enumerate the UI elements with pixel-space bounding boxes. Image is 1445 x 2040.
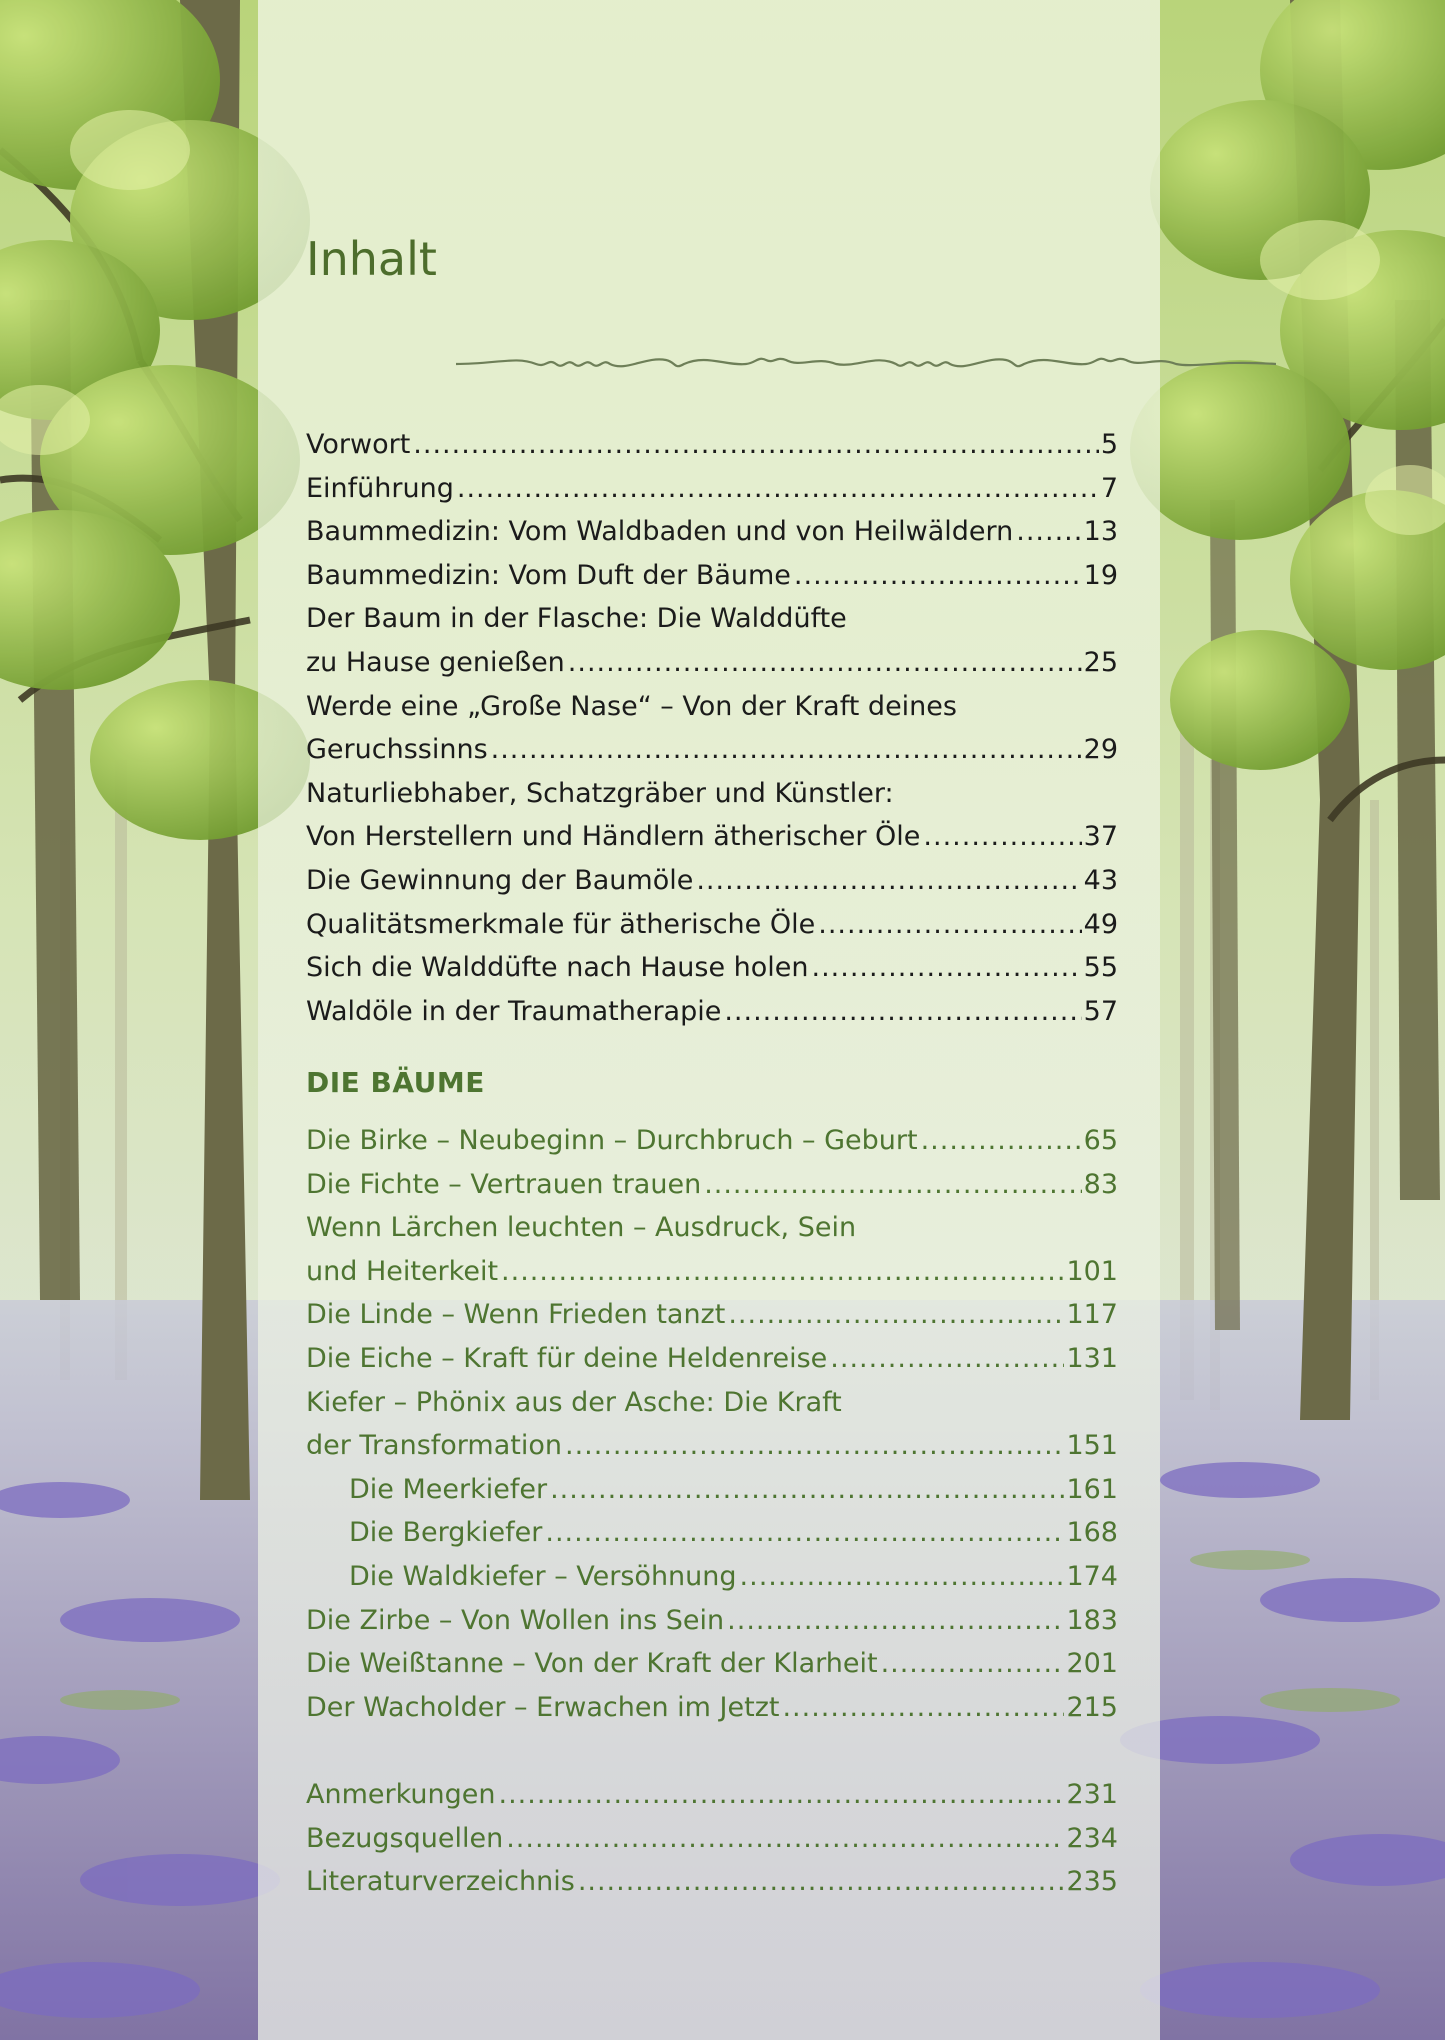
toc-entry-title: Einführung (306, 472, 454, 504)
ornament-divider-icon (456, 342, 1276, 382)
toc-entry-title: Die Zirbe – Von Wollen ins Sein (306, 1604, 725, 1636)
toc-entry[interactable] (306, 946, 1118, 990)
toc-entry-title: Die Fichte – Vertrauen trauen (306, 1168, 702, 1200)
toc-entry[interactable] (306, 1860, 1118, 1904)
toc-entry[interactable] (306, 641, 1118, 685)
dot-leader (578, 1860, 1065, 1904)
dot-leader (728, 1293, 1064, 1337)
toc-entry-title: Werde eine „Große Nase“ – Von der Kraft deines (306, 690, 957, 722)
dot-leader (740, 1555, 1065, 1599)
toc-entry[interactable] (306, 1206, 1118, 1250)
dot-leader (704, 1163, 1081, 1207)
toc-entry-page: 201 (1066, 1648, 1118, 1680)
toc-entry[interactable] (306, 1555, 1118, 1599)
toc-entry-title: Qualitätsmerkmale für ätherische Öle (306, 908, 816, 940)
toc-entry-page: 65 (1083, 1125, 1118, 1156)
dot-leader (506, 1817, 1064, 1861)
dot-leader (921, 1119, 1082, 1163)
toc-entry-page: 174 (1066, 1560, 1118, 1592)
dot-leader (413, 423, 1099, 467)
toc-entry-page: 215 (1066, 1691, 1118, 1723)
toc-entry-page: 101 (1066, 1255, 1118, 1287)
toc-entry-page: 43 (1083, 864, 1118, 896)
toc-entry-title: zu Hause genießen (306, 646, 565, 678)
toc-entry[interactable] (306, 1511, 1118, 1555)
dot-leader (696, 859, 1081, 903)
intro-chapter-list (306, 423, 1118, 1033)
toc-entry-title: Literaturverzeichnis (306, 1866, 575, 1898)
toc-entry[interactable] (306, 1686, 1118, 1730)
dot-leader (501, 1250, 1064, 1294)
dot-leader (565, 1424, 1064, 1468)
toc-entry-title: Naturliebhaber, Schatzgräber und Künstler: (306, 777, 894, 809)
toc-entry[interactable] (306, 1250, 1118, 1294)
toc-entry[interactable] (306, 510, 1118, 554)
dot-leader (794, 554, 1082, 598)
dot-leader (818, 903, 1081, 947)
toc-entry-title: Die Meerkiefer (349, 1473, 548, 1505)
toc-entry-page: 168 (1066, 1517, 1118, 1549)
toc-entry[interactable] (306, 1337, 1118, 1381)
toc-entry-page: 19 (1083, 559, 1118, 591)
toc-entry-page: 235 (1066, 1866, 1118, 1898)
toc-entry-page: 13 (1083, 516, 1118, 548)
toc-entry[interactable] (306, 772, 1118, 816)
toc-entry-title: Sich die Walddüfte nach Hause holen (306, 952, 809, 984)
dot-leader (727, 1599, 1064, 1643)
toc-entry-page: 7 (1100, 472, 1118, 504)
dot-leader (499, 1773, 1065, 1817)
dot-leader (491, 728, 1082, 772)
toc-entry[interactable] (306, 1424, 1118, 1468)
toc-entry[interactable] (306, 903, 1118, 947)
dot-leader (545, 1511, 1064, 1555)
toc-entry-page: 37 (1083, 821, 1118, 853)
dot-leader (782, 1686, 1064, 1730)
toc-entry-page: 234 (1066, 1822, 1118, 1854)
toc-entry-title: Baummedizin: Vom Waldbaden und von Heilwäldern (306, 516, 1014, 548)
toc-entry-page: 83 (1083, 1168, 1118, 1200)
toc-entry-page: 29 (1083, 734, 1118, 766)
dot-leader (724, 990, 1081, 1034)
toc-entry[interactable] (306, 728, 1118, 772)
toc-entry-page: 161 (1066, 1473, 1118, 1505)
toc-entry[interactable] (306, 1119, 1118, 1163)
dot-leader (1016, 510, 1081, 554)
toc-entry-page: 49 (1083, 908, 1118, 940)
toc-entry-page: 231 (1066, 1779, 1118, 1810)
toc-entry-title: Baummedizin: Vom Duft der Bäume (306, 559, 791, 591)
dot-leader (568, 641, 1082, 685)
toc-entry-title: Von Herstellern und Händlern ätherischer Öle (306, 821, 921, 853)
toc-entry-title: Die Waldkiefer – Versöhnung (349, 1560, 737, 1592)
toc-entry[interactable] (306, 1817, 1118, 1861)
dot-leader (923, 815, 1081, 859)
toc-entry[interactable] (306, 1468, 1118, 1512)
toc-entry[interactable] (306, 467, 1118, 511)
toc-entry[interactable] (306, 1293, 1118, 1337)
toc-entry-page: 151 (1066, 1430, 1118, 1462)
toc-entry[interactable] (306, 990, 1118, 1034)
toc-entry[interactable] (306, 1773, 1118, 1817)
toc-entry[interactable] (306, 1599, 1118, 1643)
toc-entry[interactable] (306, 1381, 1118, 1425)
toc-entry-page: 131 (1066, 1342, 1118, 1374)
toc-entry-title: Die Bergkiefer (349, 1517, 543, 1549)
page-title: Inhalt (306, 232, 437, 286)
toc-entry-page: 117 (1066, 1299, 1118, 1331)
toc-entry[interactable] (306, 597, 1118, 641)
toc-entry[interactable] (306, 423, 1118, 467)
toc-entry[interactable] (306, 815, 1118, 859)
toc-entry-title: und Heiterkeit (306, 1255, 499, 1287)
toc-entry-title: Anmerkungen (306, 1779, 496, 1810)
toc-entry-title: Die Linde – Wenn Frieden tanzt (306, 1299, 726, 1331)
toc-entry[interactable] (306, 859, 1118, 903)
toc-entry-title: Die Gewinnung der Baumöle (306, 864, 694, 896)
tree-chapter-list (306, 1119, 1118, 1729)
toc-entry-title: Waldöle in der Traumatherapie (306, 995, 722, 1027)
toc-entry-page: 183 (1066, 1604, 1118, 1636)
toc-entry-title: Wenn Lärchen leuchten – Ausdruck, Sein (306, 1212, 857, 1244)
toc-entry-title: Bezugsquellen (306, 1822, 504, 1854)
toc-entry[interactable] (306, 685, 1118, 729)
section-heading-trees: DIE BÄUME (306, 1066, 485, 1099)
toc-entry-title: Die Eiche – Kraft für deine Heldenreise (306, 1342, 828, 1374)
toc-entry-title: Vorwort (306, 429, 411, 460)
toc-entry-page: 55 (1083, 952, 1118, 984)
dot-leader (550, 1468, 1064, 1512)
toc-entry[interactable] (306, 1642, 1118, 1686)
toc-entry-title: Der Baum in der Flasche: Die Walddüfte (306, 603, 847, 635)
toc-entry-title: der Transformation (306, 1430, 562, 1462)
toc-entry-page: 5 (1100, 429, 1118, 460)
toc-entry-title: Die Birke – Neubeginn – Durchbruch – Geburt (306, 1125, 918, 1156)
toc-entry-title: Geruchssinns (306, 734, 488, 766)
dot-leader (830, 1337, 1064, 1381)
toc-entry[interactable] (306, 1163, 1118, 1207)
toc-entry-title: Kiefer – Phönix aus der Asche: Die Kraft (306, 1386, 842, 1418)
appendix-list (306, 1773, 1118, 1904)
toc-entry-title: Der Wacholder – Erwachen im Jetzt (306, 1691, 780, 1723)
toc-entry-title: Die Weißtanne – Von der Kraft der Klarheit (306, 1648, 878, 1680)
toc-entry[interactable] (306, 554, 1118, 598)
dot-leader (881, 1642, 1065, 1686)
dot-leader (812, 946, 1082, 990)
toc-entry-page: 57 (1083, 995, 1118, 1027)
toc-entry-page: 25 (1083, 646, 1118, 678)
dot-leader (457, 467, 1099, 511)
